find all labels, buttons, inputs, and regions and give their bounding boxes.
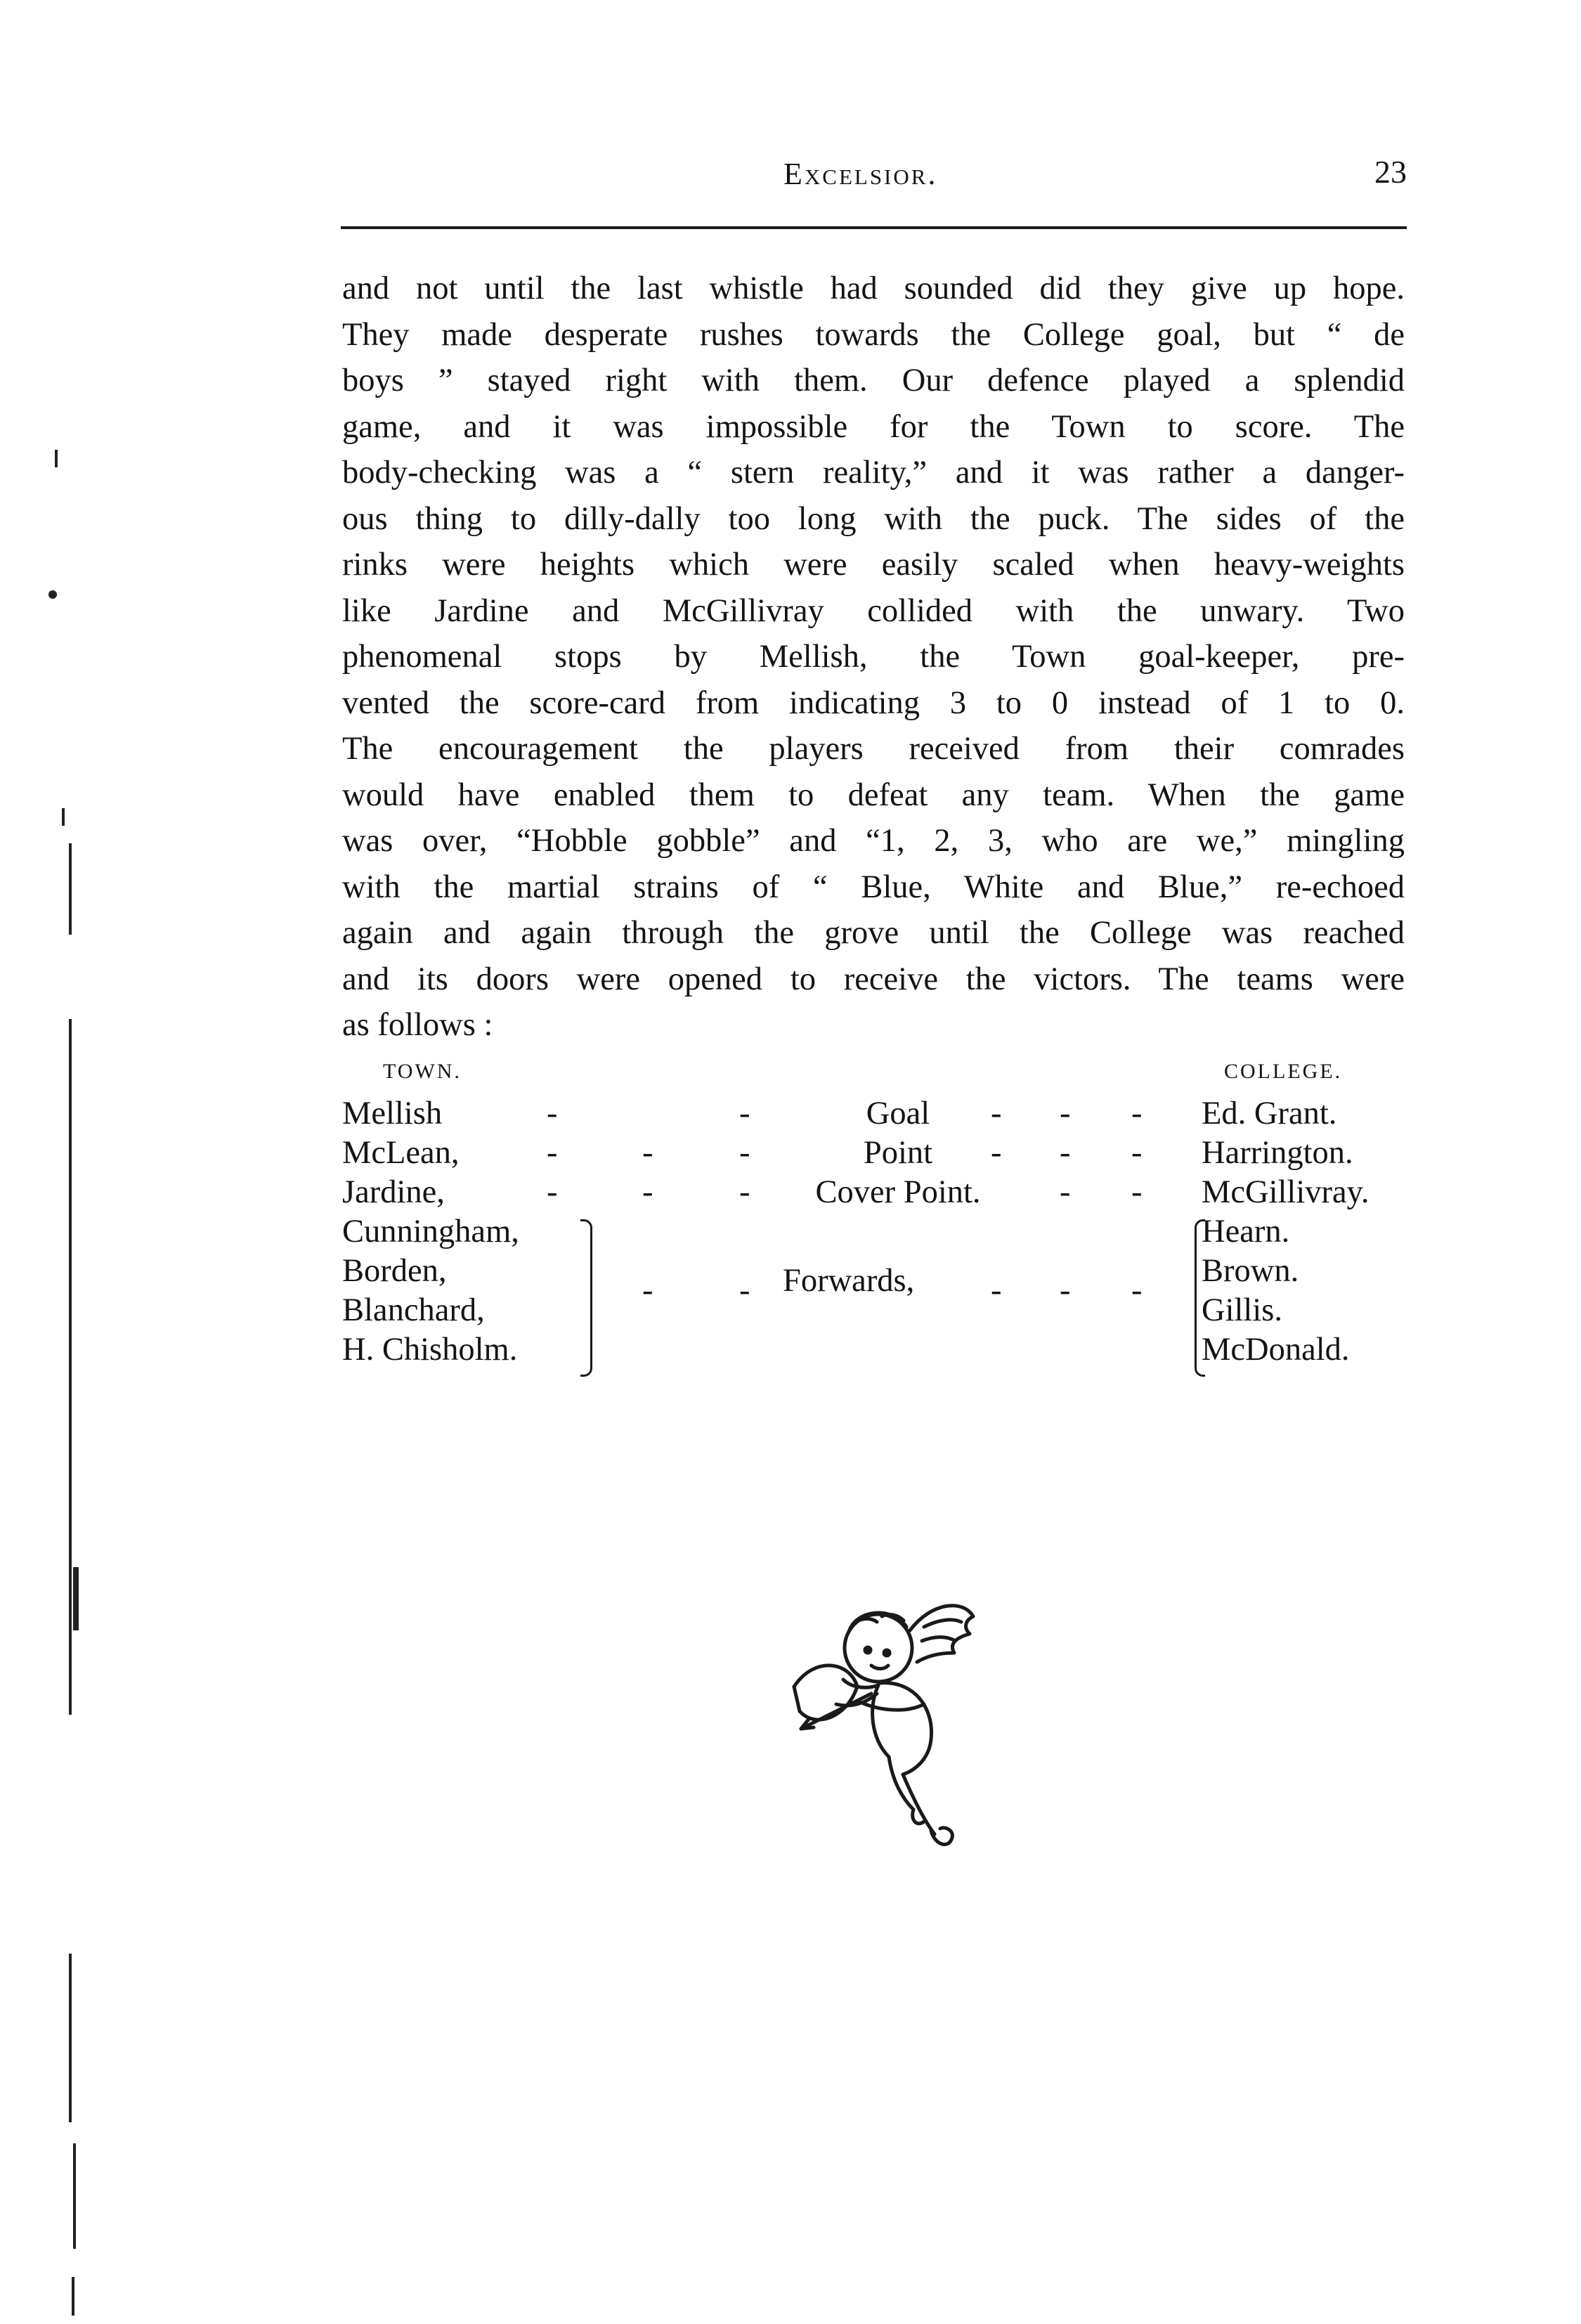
position-forwards: Forwards, [783,1263,915,1299]
town-heading: TOWN. [383,1060,462,1083]
leader-dash: - [642,1174,653,1210]
town-forward: Blanchard, [342,1292,485,1328]
leader-dash: - [547,1174,558,1210]
text-line: body-checking was a “ stern reality,” and it was rather a danger- [342,455,1405,491]
text-line: with the martial strains of “ Blue, White and Blue,” re-echoed [342,869,1405,905]
leader-dash: - [1060,1273,1071,1309]
leader-dash: - [991,1273,1002,1309]
town-forward: Borden, [342,1253,447,1289]
college-player-cover-point: McGillivray. [1202,1174,1369,1210]
college-player-goal: Ed. Grant. [1202,1096,1337,1131]
leader-dash: - [1131,1273,1143,1309]
text-line: like Jardine and McGillivray collided with the unwary. Two [342,592,1405,629]
leader-dash: - [642,1135,653,1171]
leader-dash: - [547,1096,558,1131]
leader-dash: - [1131,1135,1143,1171]
leader-dash: - [1060,1096,1071,1131]
leader-dash: - [547,1135,558,1171]
leader-dash: - [991,1135,1002,1171]
college-forward: Hearn. [1202,1214,1290,1249]
scan-margin-marks [0,0,141,2324]
leader-dash: - [739,1174,750,1210]
leader-dash: - [739,1273,750,1309]
leader-dash: - [991,1096,1002,1131]
town-player-cover-point: Jardine, [342,1174,445,1210]
text-line: rinks were heights which were easily scaled when heavy-weights [342,547,1405,583]
college-heading: COLLEGE. [1224,1060,1343,1083]
leader-dash: - [1060,1174,1071,1210]
leader-dash: - [739,1096,750,1131]
leader-dash: - [1131,1096,1143,1131]
leader-dash: - [1131,1174,1143,1210]
college-forward: McDonald. [1202,1332,1350,1368]
position-cover-point: Cover Point. [815,1174,981,1210]
college-forward: Brown. [1202,1253,1299,1289]
text-line: and not until the last whistle had sounded did they give up hope. [342,271,1405,306]
town-forward: H. Chisholm. [342,1332,518,1368]
text-line: would have enabled them to defeat any team. When the game [342,777,1405,813]
text-line: They made desperate rushes towards the College goal, but “ de [342,316,1405,353]
page-number: 23 [1374,154,1407,190]
cupid-with-bow-ornament [773,1588,984,1855]
college-forward: Gillis. [1202,1292,1282,1328]
text-line: phenomenal stops by Mellish, the Town goal-keeper, pre- [342,639,1405,675]
header-rule [341,226,1407,229]
text-line: vented the score-card from indicating 3 to 0 instead of 1 to 0. [342,684,1405,721]
running-title: Excelsior. [783,157,938,191]
town-player-point: McLean, [342,1135,460,1171]
town-forward: Cunningham, [342,1214,519,1249]
college-player-point: Harrington. [1202,1135,1353,1171]
text-line: ous thing to dilly-dally too long with the puck. The sides of the [342,500,1405,537]
leader-dash: - [642,1273,653,1309]
text-line: The encouragement the players received from their comrades [342,731,1405,767]
position-goal: Goal [866,1096,930,1131]
text-line: boys ” stayed right with them. Our defence played a splendid [342,363,1405,398]
body-paragraph [342,266,1405,1049]
text-line: again and again through the grove until the College was reached [342,915,1405,951]
leader-dash: - [739,1135,750,1171]
text-line: and its doors were opened to receive the victors. The teams were [342,961,1405,997]
leader-dash: - [1060,1135,1071,1171]
text-line: was over, “Hobble gobble” and “1, 2, 3, who are we,” mingling [342,823,1405,859]
town-forwards-brace [580,1219,592,1377]
position-point: Point [863,1135,933,1171]
town-player-goal: Mellish [342,1096,443,1131]
text-line: as follows : [342,1007,493,1043]
text-line: game, and it was impossible for the Town to score. The [342,408,1405,445]
